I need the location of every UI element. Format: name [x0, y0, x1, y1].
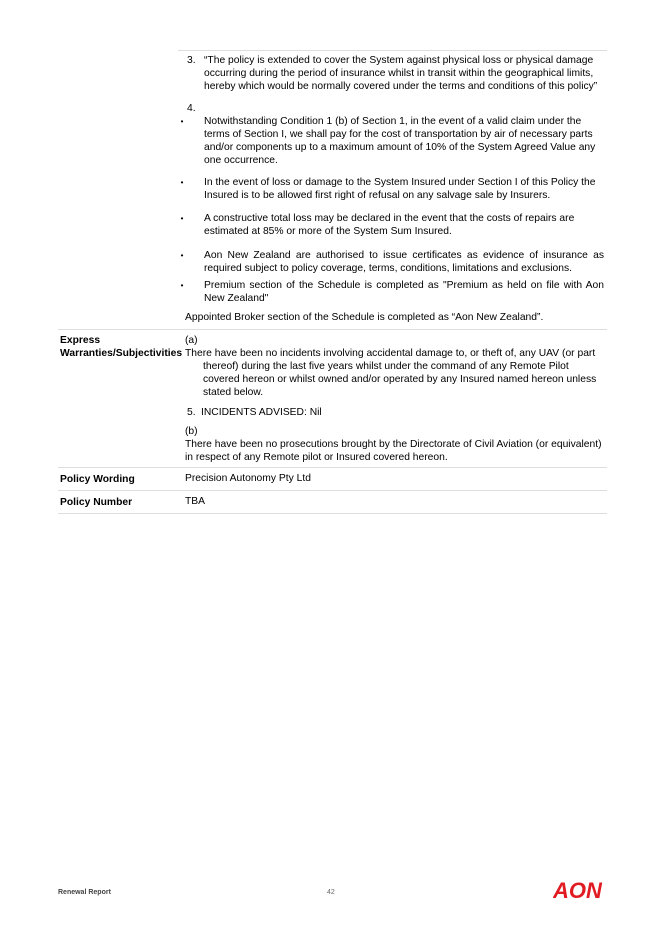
- footer-report-name: Renewal Report: [58, 889, 111, 896]
- section-divider: [58, 490, 607, 491]
- warranty-b: [185, 425, 605, 464]
- bullet-icon: •: [180, 178, 184, 187]
- bullet-icon: •: [180, 214, 184, 223]
- warranty-b-label: (b): [185, 426, 198, 437]
- broker-note: [185, 311, 605, 324]
- section-divider: [58, 513, 607, 514]
- bullet-icon: •: [180, 281, 184, 290]
- warranties-label-line1: Express: [60, 335, 101, 346]
- svg-text:AON: AON: [553, 878, 602, 902]
- item-number: 3.: [187, 55, 196, 66]
- condition-text: Aon New Zealand are authorised to issue certificates as evidence of insurance as required subject to policy coverage, terms, conditions, limitations and exclusions.: [204, 250, 604, 274]
- top-divider: [178, 50, 607, 51]
- item-number: 5.: [187, 407, 196, 418]
- section-divider: [58, 329, 607, 330]
- policy-number-label: Policy Number: [60, 497, 133, 508]
- bullet-icon: •: [180, 251, 184, 260]
- warranty-a: [185, 334, 605, 399]
- broker-note-text: Appointed Broker section of the Schedule is completed as “Aon New Zealand”.: [185, 312, 544, 323]
- condition-text: In the event of loss or damage to the System Insured under Section I of this Policy the Insured is to be allowed first right of refusal on any salvage sale by Insurers.: [204, 177, 596, 201]
- warranties-label-line2: Warranties/Subjectivities: [60, 348, 183, 359]
- policy-wording-label: Policy Wording: [60, 474, 135, 485]
- aon-logo-icon: [553, 878, 607, 902]
- section-divider: [58, 467, 607, 468]
- policy-number-value: TBA: [185, 496, 206, 507]
- condition-text: A constructive total loss may be declared in the event that the costs of repairs are estimated at 85% or more of the System Sum Insured.: [204, 213, 575, 237]
- condition-text: Notwithstanding Condition 1 (b) of Section 1, in the event of a valid claim under the terms of Section I, we shall pay for the cost of transportation by air of necessary parts and/or components up to a maximum amount of 10% of the System Agreed Value any one occurrence.: [204, 116, 596, 166]
- warranty-a-label: (a): [185, 335, 198, 346]
- warranties-label: [60, 334, 182, 360]
- item-number: 4.: [187, 103, 196, 114]
- condition-text: Premium section of the Schedule is completed as "Premium as held on file with Aon New Zealand": [204, 280, 604, 304]
- aon-logo: [553, 878, 607, 906]
- warranty-b-text: There have been no prosecutions brought by the Directorate of Civil Aviation (or equivalent) in respect of any Remote pilot or Insured covered hereon.: [185, 439, 602, 463]
- page-number: 42: [327, 889, 335, 896]
- bullet-icon: •: [180, 117, 184, 126]
- warranty-a-text: There have been no incidents involving accidental damage to, or theft of, any UAV (or part thereof) during the last five years whilst under the command of any Remote Pilot covered hereon or whilst owned and/or operated by any Insured named hereon unless stated below.: [185, 348, 597, 398]
- incidents-text: INCIDENTS ADVISED: Nil: [201, 407, 322, 418]
- condition-text: “The policy is extended to cover the System against physical loss or physical damage occurring during the period of insurance whilst in transit within the geographical limits, hereby which would be normally covered under the terms and conditions of this policy”: [204, 55, 598, 92]
- policy-wording-value: Precision Autonomy Pty Ltd: [185, 473, 311, 484]
